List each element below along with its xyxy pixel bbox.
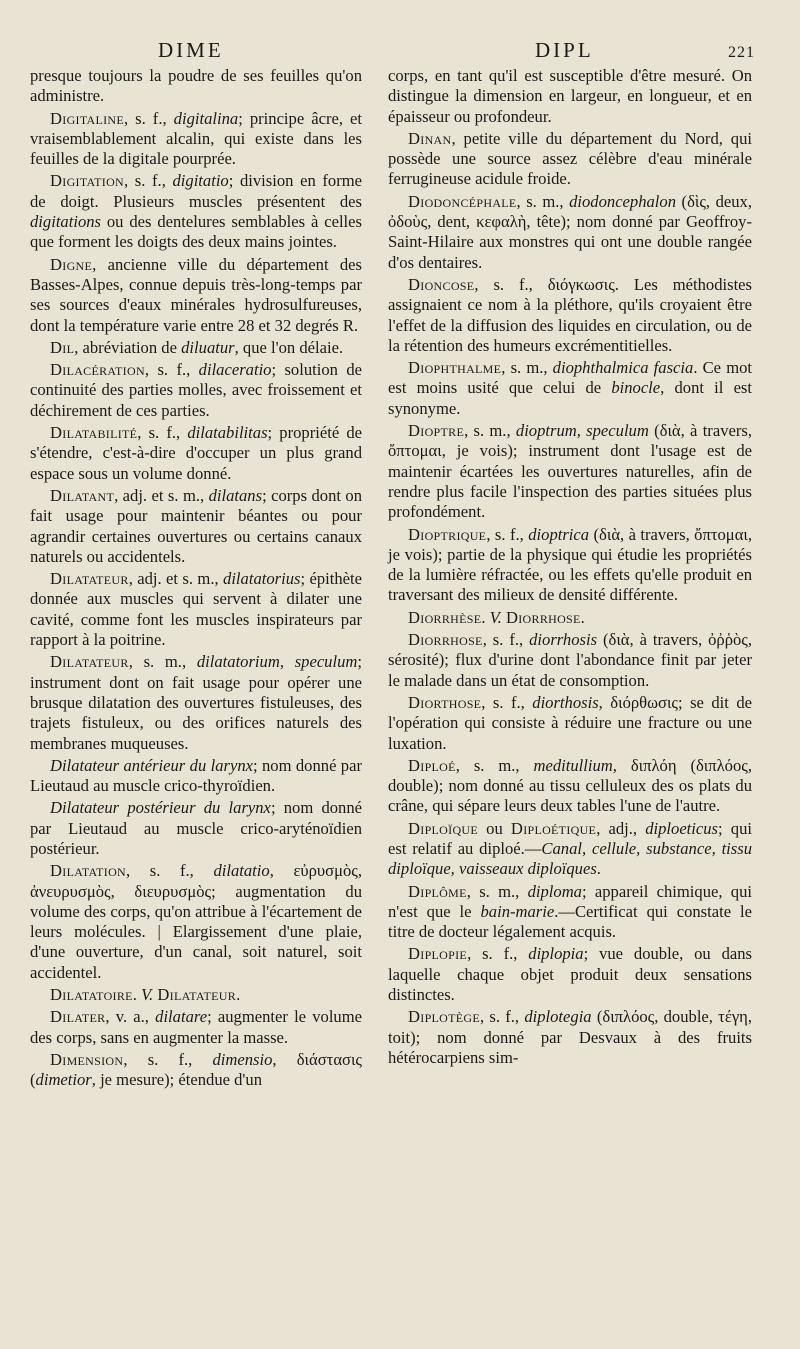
dictionary-entry: Dioptrique, s. f., dioptrica (διὰ, à travers, ὄπτομαι, je vois); partie de la physique qui étudie les propriétés de la lumière réfractée, ou les effets qu'elle produit en traversant des milieux de densité différente. [388,524,753,605]
dictionary-entry: Dinan, petite ville du département du Nord, qui possède une source assez célèbre d'eau minérale ferrugineuse acidule froide. [388,128,752,189]
left-column [30,66,362,1091]
right-column [388,66,752,1068]
dictionary-entry: Diploïque ou Diploétique, adj., diploeticus; qui est relatif au diploé.—Canal, cellule, substance, tissu diploïque, vaisseaux diploïques. [388,818,752,879]
dictionary-entry: Dilater, v. a., dilatare; augmenter le volume des corps, sans en augmenter la masse. [30,1007,362,1047]
dictionary-entry: Dilacération, s. f., dilaceratio; solution de continuité des parties molles, avec froissement et déchirement de ces parties. [30,360,362,420]
dictionary-entry: Diploé, s. m., meditullium, διπλόη (διπλόος, double); nom donné au tissu celluleux des os plats du crâne, qui sépare leurs deux tables l'une de l'autre. [388,755,752,816]
dictionary-entry: Diodoncéphale, s. m., diodoncephalon (δὶς, deux, ὀδοὺς, dent, κεφαλὴ, tête); nom donné par Geoffroy-Saint-Hilaire aux monstres qui ont une double rangée d'os dentaires. [388,191,753,272]
dictionary-entry: Diorrhose, s. f., diorrhosis (διὰ, à travers, ὀῤῥὸς, sérosité); flux d'urine dont l'abondance finit par jeter le malade dans un état de consomption. [388,630,753,690]
dictionary-entry: Dilatateur, adj. et s. m., dilatatorius; épithète donnée aux muscles qui servent à dilater une cavité, comme font les muscles inspirateurs par rapport à la poitrine. [30,569,362,650]
dictionary-entry: Diorrhèse. V. Diorrhose. [408,607,585,627]
dictionary-entry: Digne, ancienne ville du département des Basses-Alpes, connue depuis très-long-temps par ses sources d'eaux minérales hydrosulfureuses, dont la température varie entre 28 et 32 degrés R. [30,254,362,335]
dictionary-entry: Dilatation, s. f., dilatatio, εὐρυσμὸς, ἀνευρυσμὸς, διευρυσμὸς; augmentation du volume des corps, qu'on attribue à l'écartement de leurs molécules. | Elargissement d'une plaie, d'une ouverture, d'un canal, soit naturel, soit accidentel. [30,861,362,982]
dictionary-entry: Dilatabilité, s. f., dilatabilitas; propriété de s'étendre, c'est-à-dire d'occuper un plus grand espace sous un volume donné. [30,423,362,483]
dictionary-entry: Dilatant, adj. et s. m., dilatans; corps dont on fait usage pour maintenir béantes ou pour agrandir certaines ouvertures ou certains canaux naturels ou accidentels. [30,485,362,566]
running-head-left: DIME [158,38,224,62]
dictionary-entry: Dilatatoire. V. Dilatateur. [50,985,241,1005]
dictionary-entry: Dioncose, s. f., διόγκωσις. Les méthodistes assignaient ce nom à la pléthore, qu'ils croyaient être l'effet de la diffusion des liquides en circulation, ou de la rétention des humeurs excrémentitielles. [388,274,752,355]
dictionary-entry: Dil, abréviation de diluatur, que l'on délaie. [50,337,344,357]
running-header [0,38,800,68]
dictionary-entry: Diophthalme, s. m., diophthalmica fascia. Ce mot est moins usité que celui de binocle, dont il est synonyme. [388,358,753,418]
dictionary-entry: corps, en tant qu'il est susceptible d'être mesuré. On distingue la dimension en largeur, en longueur, et en épaisseur ou profondeur. [388,66,752,126]
dictionary-entry: Digitaline, s. f., digitalina; principe âcre, et vraisemblablement alcalin, qui existe dans les feuilles de la digitale pourprée. [30,108,362,169]
dictionary-entry: Diplotège, s. f., diplotegia (διπλόος, double, τέγη, toit); nom donné par Desvaux à des fruits hétérocarpiens sim- [388,1007,752,1067]
running-head-right: DIPL [535,38,594,62]
dictionary-entry: presque toujours la poudre de ses feuilles qu'on administre. [30,66,362,106]
dictionary-entry: Digitation, s. f., digitatio; division en forme de doigt. Plusieurs muscles présentent des digitations ou des dentelures semblables à celles que forment les doigts des deux mains jointes. [30,171,362,252]
dictionary-entry: Diorthose, s. f., diorthosis, διόρθωσις; se dit de l'opération qui consiste à réduire une fracture ou une luxation. [388,692,752,753]
page-number: 221 [728,44,755,61]
dictionary-entry: Dilatateur antérieur du larynx; nom donné par Lieutaud au muscle crico-thyroïdien. [30,755,362,796]
dictionary-entry: Diplôme, s. m., diploma; appareil chimique, qui n'est que le bain-marie.—Certificat qui constate le titre de docteur légalement acquis. [388,881,752,942]
dictionary-entry: Diplopie, s. f., diplopia; vue double, ou dans laquelle chaque objet produit deux sensations distinctes. [388,944,752,1005]
dictionary-entry: Dioptre, s. m., dioptrum, speculum (διὰ, à travers, ὄπτομαι, je vois); instrument dont l'usage est de maintenir écartées les ouvertures naturelles, afin de rendre plus facile l'inspection des parties situées plus profondément. [388,421,752,522]
dictionary-entry: Dilatateur, s. m., dilatatorium, speculum; instrument dont on fait usage pour opérer une brusque dilatation des ouvertures fistuleuses, des trajets fistuleux, ou des orifices naturels des membranes muqueuses. [30,652,362,753]
dictionary-entry: Dimension, s. f., dimensio, διάστασις (dimetior, je mesure); étendue d'un [30,1049,362,1090]
dictionary-entry: Dilatateur postérieur du larynx; nom donné par Lieutaud au muscle crico-aryténoïdien postérieur. [30,798,362,858]
